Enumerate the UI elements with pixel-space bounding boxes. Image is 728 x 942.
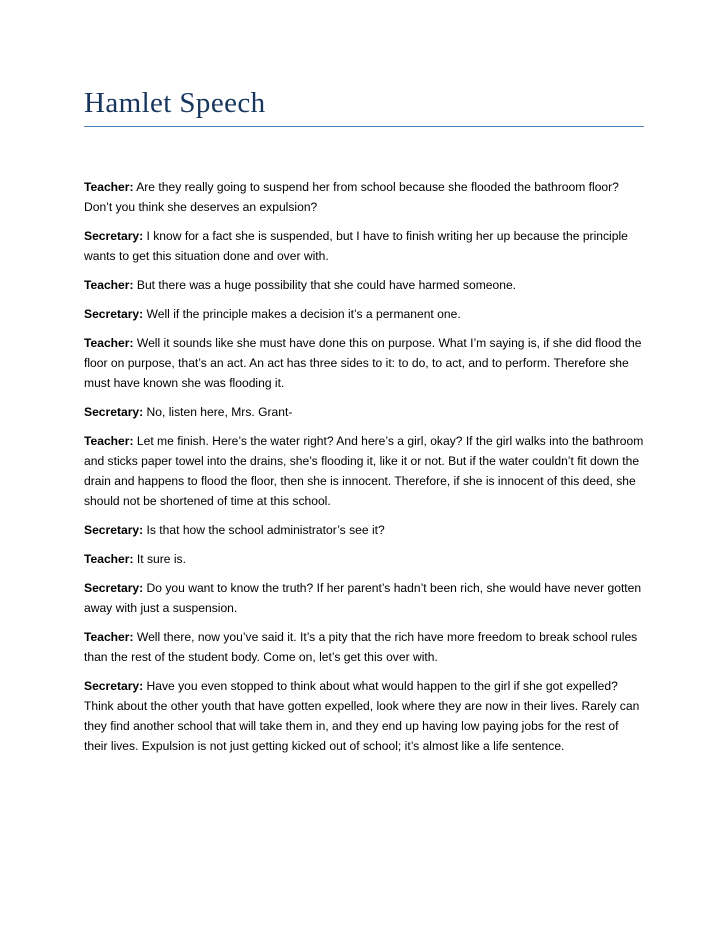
dialogue-text: Is that how the school administrator’s see it? bbox=[143, 523, 385, 537]
speaker-label: Secretary: bbox=[84, 523, 144, 537]
dialogue-text: Well it sounds like she must have done this on purpose. What I’m saying is, if she did flood the floor on purpose, that’s an act. An act has three sides to it: to do, to act, and to perform. Therefore she must have known she was flooding it. bbox=[84, 336, 642, 390]
dialogue-text: Have you even stopped to think about what would happen to the girl if she got expelled? Think about the other youth that have gotten expelled, look where they are now in their lives. Rarely can they find another school that will take them in, and they end up having low paying jobs for the rest of their lives. Expulsion is not just getting kicked out of school; it’s almost like a life sentence. bbox=[84, 679, 640, 753]
speaker-label: Teacher: bbox=[84, 552, 134, 566]
speaker-label: Teacher: bbox=[84, 434, 134, 448]
speaker-label: Secretary: bbox=[84, 679, 144, 693]
speaker-label: Teacher: bbox=[84, 180, 134, 194]
dialogue-line bbox=[84, 549, 644, 569]
page-title: Hamlet Speech bbox=[84, 87, 266, 119]
dialogue-line bbox=[84, 431, 644, 511]
dialogue-text: Let me finish. Here’s the water right? And here’s a girl, okay? If the girl walks into the bathroom and sticks paper towel into the drains, she’s flooding it, like it or not. But if the water couldn’t fit down the drain and happens to flood the floor, then she is innocent. Therefore, if she is innocent of this deed, she should not be shortened of time at this school. bbox=[84, 434, 644, 508]
dialogue-text: No, listen here, Mrs. Grant- bbox=[143, 405, 293, 419]
dialogue-line bbox=[84, 275, 644, 295]
speaker-label: Secretary: bbox=[84, 307, 144, 321]
dialogue-line bbox=[84, 333, 644, 393]
speaker-label: Teacher: bbox=[84, 278, 134, 292]
dialogue-text: Are they really going to suspend her from school because she flooded the bathroom floor? Don’t you think she deserves an expulsion? bbox=[84, 180, 619, 214]
dialogue-text: Well there, now you’ve said it. It’s a pity that the rich have more freedom to break school rules than the rest of the student body. Come on, let’s get this over with. bbox=[84, 630, 638, 664]
dialogue-line bbox=[84, 578, 644, 618]
speaker-label: Teacher: bbox=[84, 630, 134, 644]
speaker-label: Secretary: bbox=[84, 229, 144, 243]
title-underline bbox=[84, 126, 644, 127]
dialogue-line bbox=[84, 304, 644, 324]
speaker-label: Teacher: bbox=[84, 336, 134, 350]
dialogue-text: Well if the principle makes a decision it’s a permanent one. bbox=[143, 307, 461, 321]
dialogue-line bbox=[84, 226, 644, 266]
dialogue-text: Do you want to know the truth? If her parent’s hadn’t been rich, she would have never gotten away with just a suspension. bbox=[84, 581, 642, 615]
dialogue-line bbox=[84, 627, 644, 667]
dialogue-line bbox=[84, 676, 644, 756]
dialogue-body bbox=[84, 177, 644, 765]
dialogue-text: It sure is. bbox=[133, 552, 186, 566]
speaker-label: Secretary: bbox=[84, 405, 144, 419]
dialogue-text: I know for a fact she is suspended, but I have to finish writing her up because the principle wants to get this situation done and over with. bbox=[84, 229, 628, 263]
dialogue-text: But there was a huge possibility that she could have harmed someone. bbox=[133, 278, 517, 292]
dialogue-line bbox=[84, 402, 644, 422]
speaker-label: Secretary: bbox=[84, 581, 144, 595]
dialogue-line bbox=[84, 177, 644, 217]
dialogue-line bbox=[84, 520, 644, 540]
